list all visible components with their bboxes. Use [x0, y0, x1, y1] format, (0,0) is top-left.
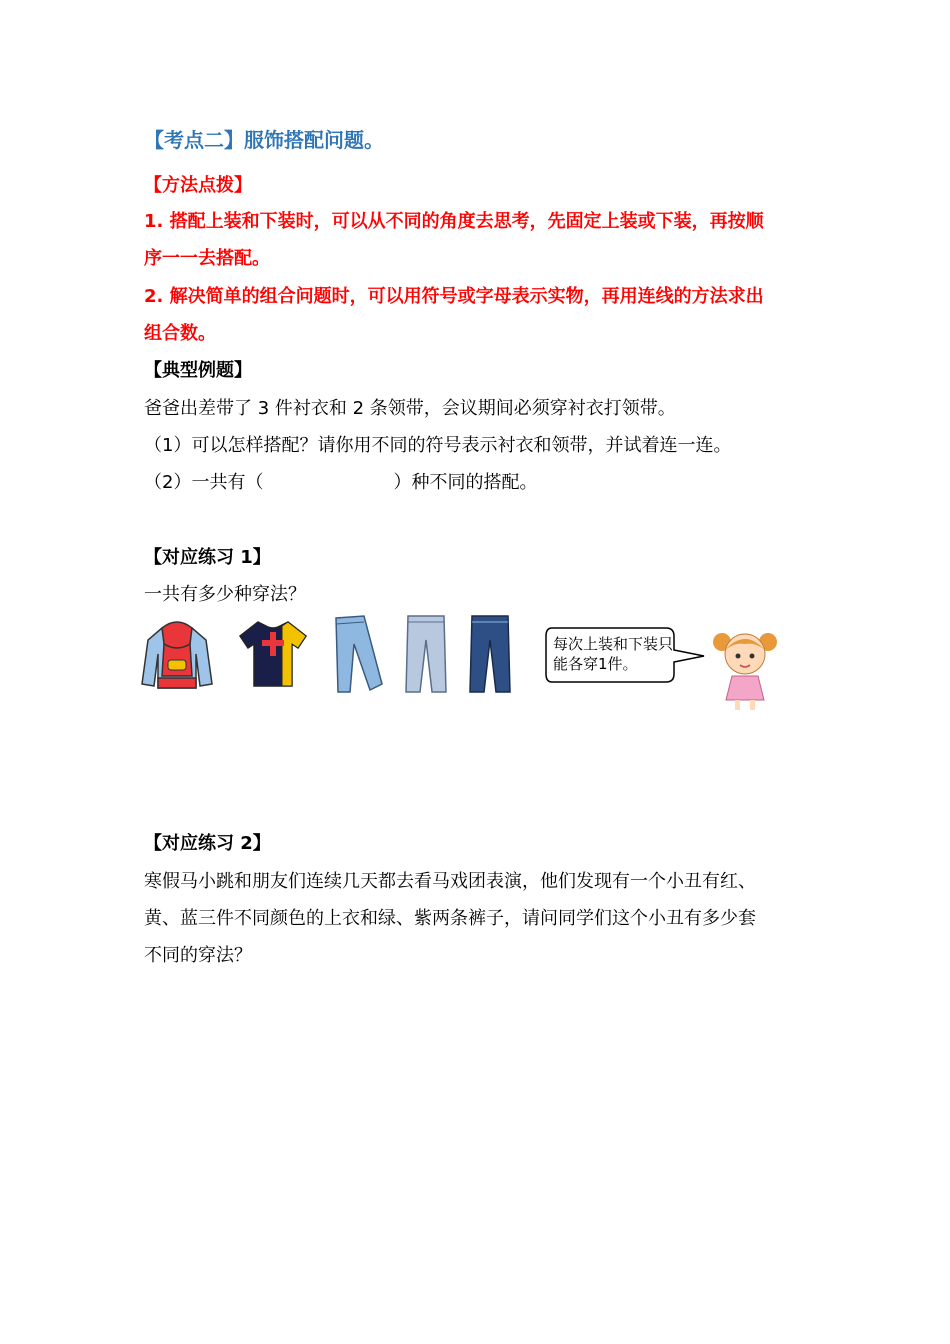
jeans-pale-image: [402, 614, 450, 694]
section-title: 【考点二】服饰搭配问题。: [144, 128, 384, 152]
method-point-2-line-1: 2. 解决简单的组合问题时，可以用符号或字母表示实物，再用连线的方法求出: [144, 286, 764, 307]
practice-2-line-2: 黄、蓝三件不同颜色的上衣和绿、紫两条裤子，请问同学们这个小丑有多少套: [144, 908, 756, 929]
example-question-2-suffix: ）种不同的搭配。: [393, 472, 538, 493]
method-heading: 【方法点拨】: [144, 175, 252, 196]
practice-1-heading: 【对应练习 1】: [144, 547, 271, 568]
practice-1-question: 一共有多少种穿法？: [144, 584, 306, 605]
jeans-dark-image: [468, 614, 512, 694]
practice-2-heading: 【对应练习 2】: [144, 833, 271, 854]
example-question-2: [144, 471, 537, 495]
girl-character-image: [710, 626, 780, 712]
example-question-2-prefix: （2）一共有（: [144, 472, 264, 493]
example-heading: 【典型例题】: [144, 360, 252, 381]
t-shirt-image: [238, 618, 308, 688]
method-point-2-line-2: 组合数。: [144, 323, 216, 344]
hoodie-image: [140, 618, 214, 692]
practice-2-line-1: 寒假马小跳和朋友们连续几天都去看马戏团表演，他们发现有一个小丑有红、: [144, 871, 756, 892]
speech-bubble-text: 每次上装和下装只能各穿1件。: [553, 635, 674, 673]
method-point-1-line-1: 1. 搭配上装和下装时，可以从不同的角度去思考，先固定上装或下装，再按顺: [144, 211, 764, 232]
method-point-1-line-2: 序一一去搭配。: [144, 248, 270, 269]
example-question-1: （1）可以怎样搭配？请你用不同的符号表示衬衣和领带，并试着连一连。: [144, 435, 732, 456]
practice-2-line-3: 不同的穿法？: [144, 945, 252, 966]
jeans-light-image: [330, 614, 386, 694]
example-stem: 爸爸出差带了 3 件衬衣和 2 条领带，会议期间必须穿衬衣打领带。: [144, 398, 676, 419]
